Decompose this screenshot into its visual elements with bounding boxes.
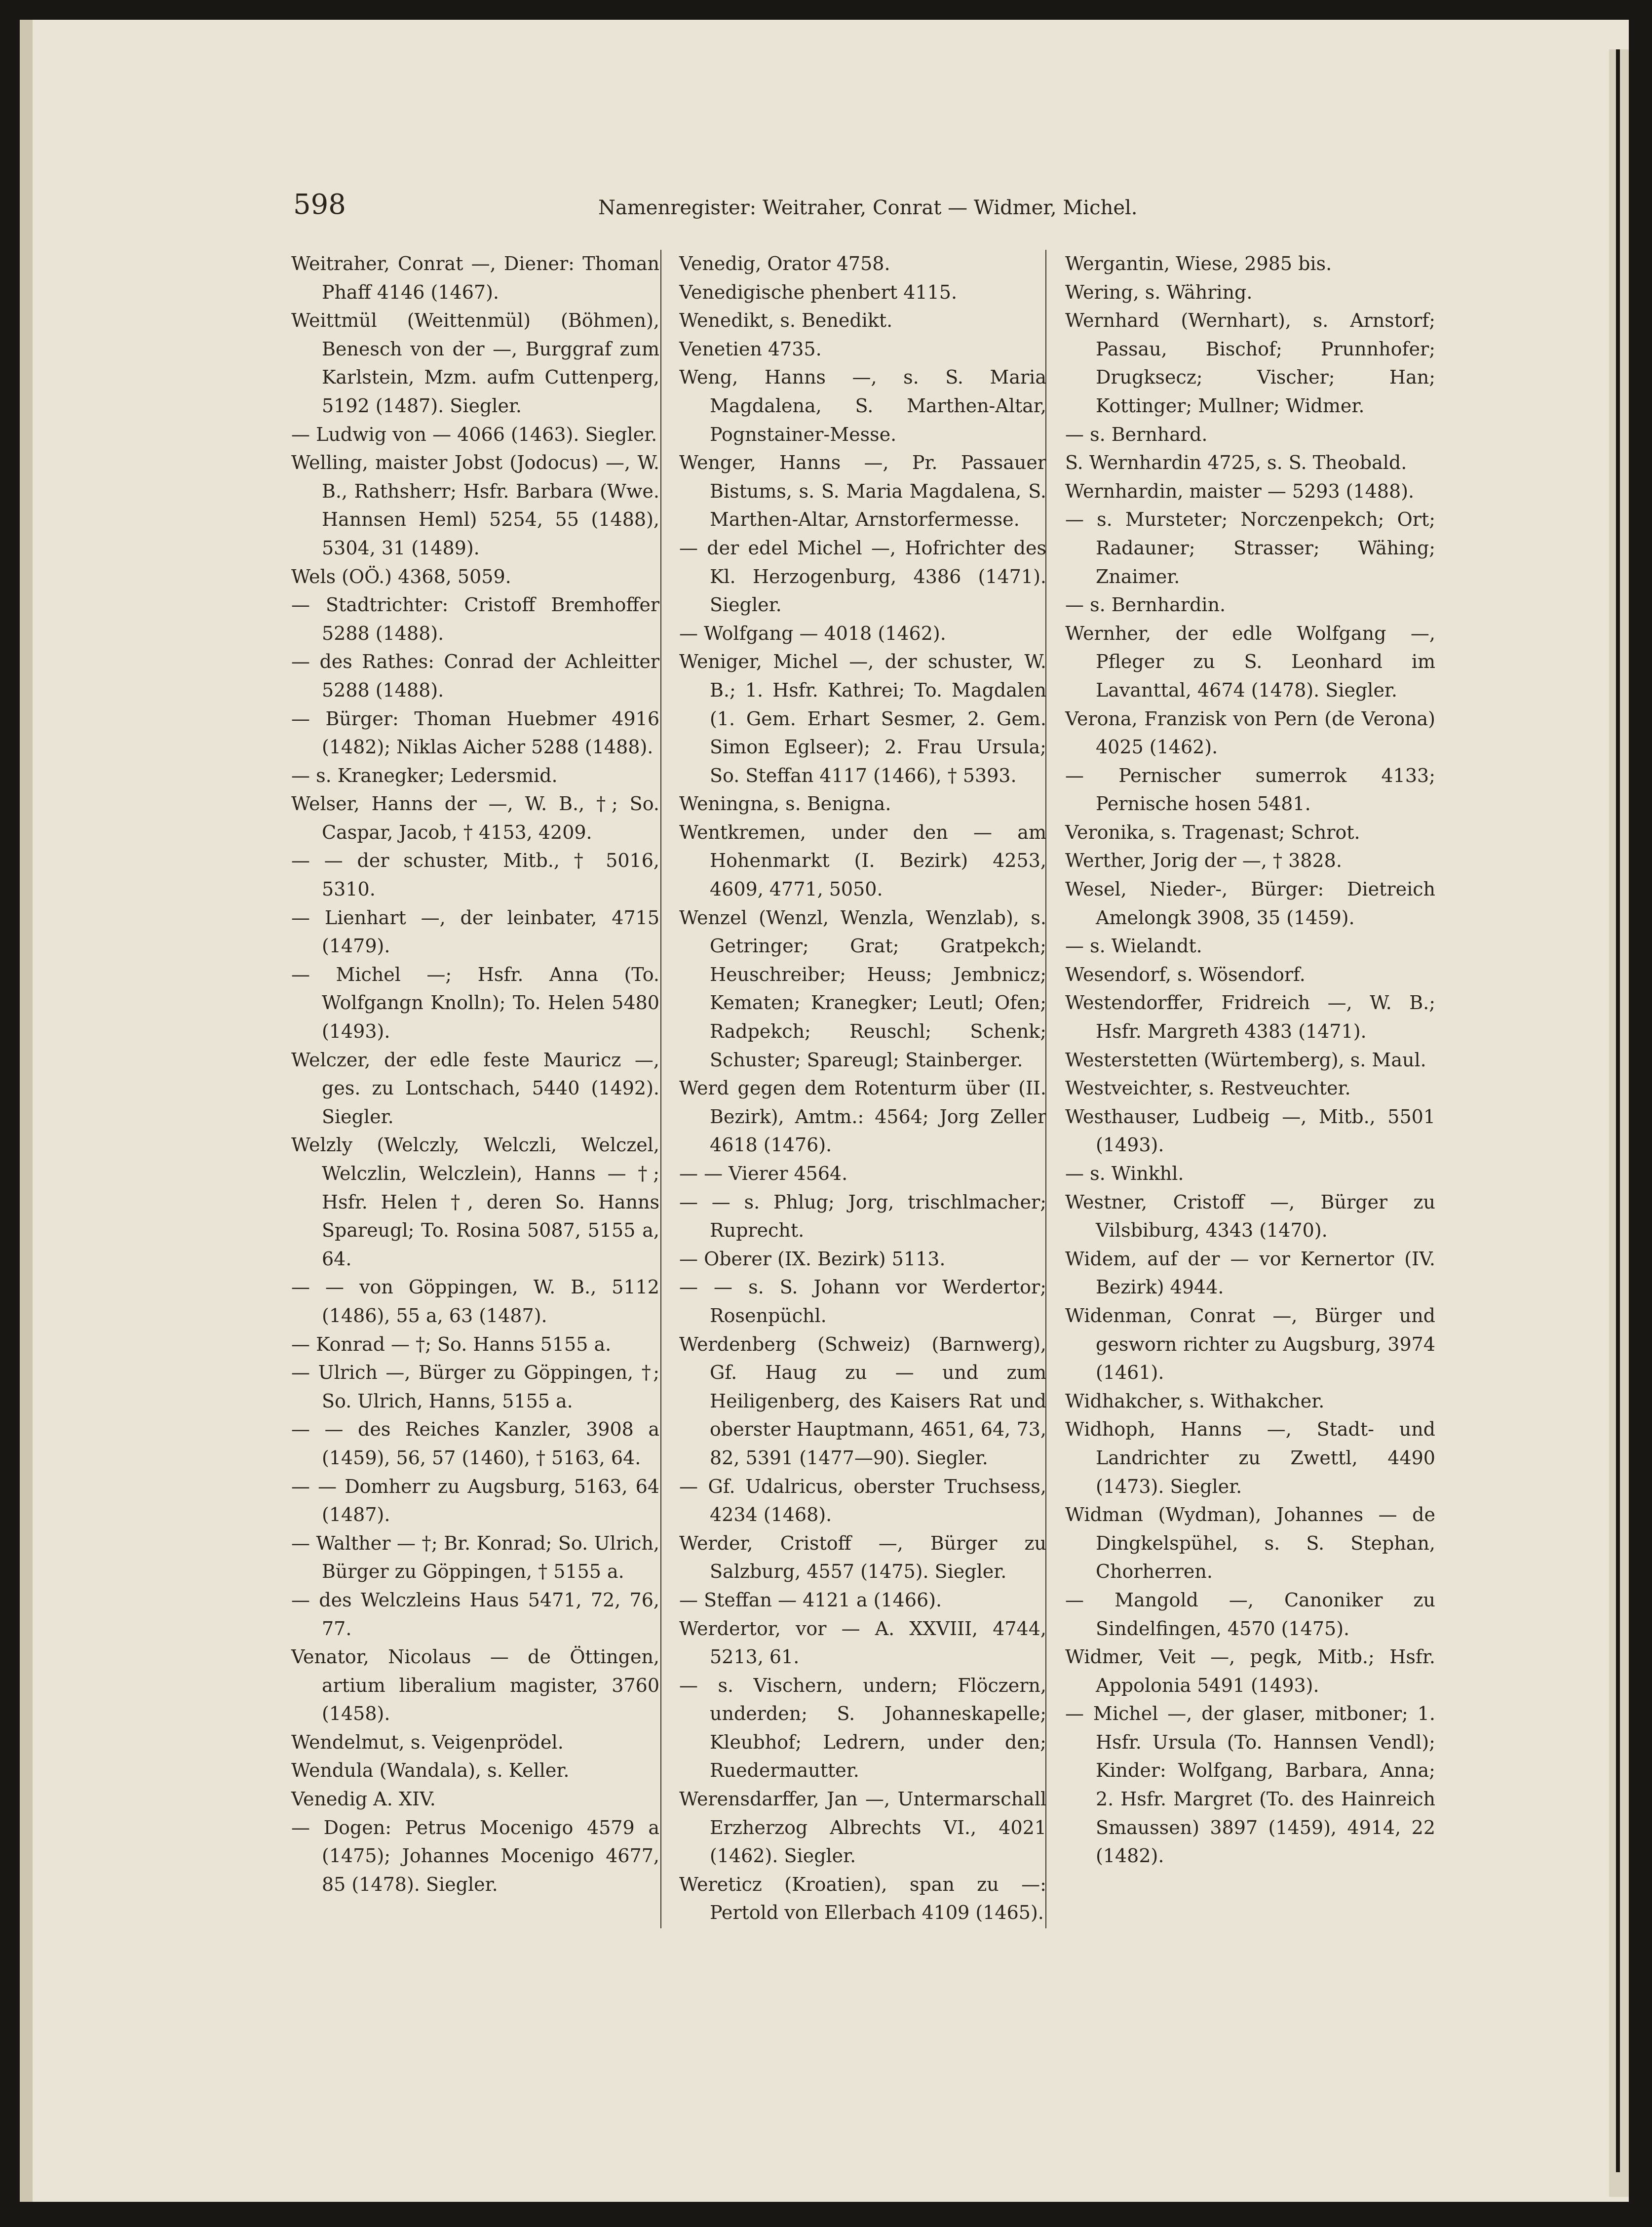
index-entry: Westner, Cristoff —, Bürger zu Vilsbiburg, 4343 (1470). — [1065, 1191, 1435, 1242]
index-entry: Wenger, Hanns —, Pr. Passauer Bistums, s. S. Maria Magdalena, S. Marthen-Altar, Arnstorfermesse. — [679, 452, 1046, 531]
index-entry: Weng, Hanns —, s. S. Maria Magdalena, S. Marthen-Altar, Pognstainer-Messe. — [679, 366, 1046, 445]
index-entry: — Walther — †; Br. Konrad; So. Ulrich, Bürger zu Göppingen, † 5155 a. — [291, 1532, 659, 1583]
index-entry: S. Wernhardin 4725, s. S. Theobald. — [1065, 452, 1407, 474]
index-entry: Weningna, s. Benigna. — [679, 793, 891, 815]
index-entry: — s. Winkhl. — [1065, 1163, 1184, 1184]
index-entry: Wernhardin, maister — 5293 (1488). — [1065, 480, 1415, 502]
index-entry: — — von Göppingen, W. B., 5112 (1486), 55 a, 63 (1487). — [291, 1276, 659, 1327]
index-entry: — Bürger: Thoman Huebmer 4916 (1482); Niklas Aicher 5288 (1488). — [291, 707, 659, 758]
index-entry: Wering, s. Währing. — [1065, 281, 1253, 303]
index-entry: Venedig A. XIV. — [291, 1788, 436, 1810]
index-entry: Werther, Jorig der —, † 3828. — [1065, 850, 1342, 872]
index-column-2 — [679, 250, 1046, 1927]
index-entry: — — der schuster, Mitb., † 5016, 5310. — [291, 850, 659, 900]
index-entry: Venator, Nicolaus — de Öttingen, artium liberalium magister, 3760 (1458). — [291, 1646, 659, 1725]
index-entry: — — Domherr zu Augsburg, 5163, 64 (1487). — [291, 1475, 659, 1526]
index-entry: Werdenberg (Schweiz) (Barnwerg), Gf. Haug zu — und zum Heiligenberg, des Kaisers Rat und oberster Hauptmann, 4651, 64, 73, 82, 5391 (1477—90). Siegler. — [679, 1333, 1046, 1469]
index-entry: — Mangold —, Canoniker zu Sindelfingen, 4570 (1475). — [1065, 1589, 1435, 1640]
index-column-1 — [291, 250, 659, 1899]
index-entry: — Lienhart —, der leinbater, 4715 (1479). — [291, 906, 659, 957]
index-entry: Wernhard (Wernhart), s. Arnstorf; Passau, Bischof; Prunnhofer; Drugksecz; Vischer; Han; Kottinger; Mullner; Widmer. — [1065, 310, 1435, 417]
index-entry: — Ulrich —, Bürger zu Göppingen, †; So. Ulrich, Hanns, 5155 a. — [291, 1362, 659, 1412]
index-entry: Werensdarffer, Jan —, Untermarschall Erzherzog Albrechts VI., 4021 (1462). Siegler. — [679, 1788, 1046, 1867]
index-entry: Widhoph, Hanns —, Stadt- und Landrichter zu Zwettl, 4490 (1473). Siegler. — [1065, 1418, 1435, 1497]
index-entry: Welzly (Welczly, Welczli, Welczel, Welczlin, Welczlein), Hanns — †; Hsfr. Helen †, deren So. Hanns Spareugl; To. Rosina 5087, 5155 a, 64. — [291, 1134, 659, 1270]
index-entry: Weitraher, Conrat —, Diener: Thoman Phaff 4146 (1467). — [291, 253, 659, 303]
index-entry: — Gf. Udalricus, oberster Truchsess, 4234 (1468). — [679, 1475, 1046, 1526]
index-entry: Werd gegen dem Rotenturm über (II. Bezirk), Amtm.: 4564; Jorg Zeller 4618 (1476). — [679, 1077, 1046, 1156]
index-entry: — s. Bernhard. — [1065, 423, 1208, 445]
index-entry: — des Rathes: Conrad der Achleitter 5288 (1488). — [291, 651, 659, 701]
index-entry: Welczer, der edle feste Mauricz —, ges. zu Lontschach, 5440 (1492). Siegler. — [291, 1049, 659, 1128]
index-entry: Widenman, Conrat —, Bürger und gesworn richter zu Augsburg, 3974 (1461). — [1065, 1304, 1435, 1384]
index-entry: — Michel —; Hsfr. Anna (To. Wolfgangn Knolln); To. Helen 5480 (1493). — [291, 963, 659, 1043]
black-margin-bar — [1616, 49, 1620, 2172]
running-title: Namenregister: Weitraher, Conrat — Widmer, Michel. — [598, 196, 1138, 219]
index-entry: Venedig, Orator 4758. — [679, 253, 890, 274]
index-entry: Werder, Cristoff —, Bürger zu Salzburg, 4557 (1475). Siegler. — [679, 1532, 1046, 1583]
index-entry: — — s. S. Johann vor Werdertor; Rosenpüchl. — [679, 1276, 1046, 1327]
index-entry: Wenzel (Wenzl, Wenzla, Wenzlab), s. Getringer; Grat; Gratpekch; Heuschreiber; Heuss; Jembnicz; Kematen; Kranegker; Leutl; Ofen; Radpekch; Reuschl; Schenk; Schuster; Spareugl; Stainberger. — [679, 906, 1046, 1071]
index-entry: — der edel Michel —, Hofrichter des Kl. Herzogenburg, 4386 (1471). Siegler. — [679, 537, 1046, 616]
index-entry: Verona, Franzisk von Pern (de Verona) 4025 (1462). — [1065, 707, 1435, 758]
index-entry: — Oberer (IX. Bezirk) 5113. — [679, 1248, 946, 1270]
index-entry: Widhakcher, s. Withakcher. — [1065, 1390, 1325, 1412]
index-entry: Wereticz (Kroatien), span zu —: Pertold von Ellerbach 4109 (1465). — [679, 1873, 1046, 1924]
index-entry: — — des Reiches Kanzler, 3908 a (1459), 56, 57 (1460), † 5163, 64. — [291, 1418, 659, 1469]
index-entry: Wels (OÖ.) 4368, 5059. — [291, 565, 511, 587]
index-column-3 — [1065, 250, 1435, 1871]
index-entry: Wesendorf, s. Wösendorf. — [1065, 963, 1306, 985]
index-entry: Wesel, Nieder-, Bürger: Dietreich Amelongk 3908, 35 (1459). — [1065, 878, 1435, 929]
index-entry: Widmer, Veit —, pegk, Mitb.; Hsfr. Appolonia 5491 (1493). — [1065, 1646, 1435, 1696]
index-entry: Westveichter, s. Restveuchter. — [1065, 1077, 1351, 1099]
index-entry: — Konrad — †; So. Hanns 5155 a. — [291, 1333, 612, 1355]
index-entry: Widem, auf der — vor Kernertor (IV. Bezirk) 4944. — [1065, 1248, 1435, 1298]
index-entry: — — s. Phlug; Jorg, trischlmacher; Ruprecht. — [679, 1191, 1046, 1242]
index-entry: Venetien 4735. — [679, 338, 822, 360]
index-entry: Welling, maister Jobst (Jodocus) —, W. B., Rathsherr; Hsfr. Barbara (Wwe. Hannsen Heml) 5254, 55 (1488), 5304, 31 (1489). — [291, 452, 659, 559]
page-number: 598 — [293, 189, 346, 221]
index-entry: — s. Wielandt. — [1065, 935, 1202, 957]
index-entry: Wendelmut, s. Veigenprödel. — [291, 1731, 564, 1753]
index-entry: — s. Bernhardin. — [1065, 594, 1226, 616]
index-entry: — Dogen: Petrus Mocenigo 4579 a (1475); Johannes Mocenigo 4677, 85 (1478). Siegler. — [291, 1816, 659, 1895]
index-entry: Weniger, Michel —, der schuster, W. B.; 1. Hsfr. Kathrei; To. Magdalen (1. Gem. Erhart Sesmer, 2. Gem. Simon Eglseer); 2. Frau Ursula; So. Steffan 4117 (1466), † 5393. — [679, 651, 1046, 786]
index-entry: Weittmül (Weittenmül) (Böhmen), Benesch von der —, Burggraf zum Karlstein, Mzm. aufm Cuttenperg, 5192 (1487). Siegler. — [291, 310, 659, 417]
index-entry: — s. Kranegker; Ledersmid. — [291, 764, 558, 786]
index-entry: — Stadtrichter: Cristoff Bremhoffer 5288 (1488). — [291, 594, 659, 644]
index-entry: Wernher, der edle Wolfgang —, Pfleger zu S. Leonhard im Lavanttal, 4674 (1478). Siegler. — [1065, 622, 1435, 701]
index-entry: — des Welczleins Haus 5471, 72, 76, 77. — [291, 1589, 659, 1640]
index-entry: Wendula (Wandala), s. Keller. — [291, 1759, 570, 1782]
index-entry: — Ludwig von — 4066 (1463). Siegler. — [291, 423, 657, 445]
index-entry: Wergantin, Wiese, 2985 bis. — [1065, 253, 1332, 274]
index-entry: Veronika, s. Tragenast; Schrot. — [1065, 821, 1360, 843]
index-entry: Welser, Hanns der —, W. B., †; So. Caspar, Jacob, † 4153, 4209. — [291, 793, 659, 843]
index-entry: — Michel —, der glaser, mitboner; 1. Hsfr. Ursula (To. Hannsen Vendl); Kinder: Wolfgang, Barbara, Anna; 2. Hsfr. Margret (To. des Hainreich Smaussen) 3897 (1459), 4914, 22 (1482). — [1065, 1703, 1435, 1867]
index-entry: Westendorffer, Fridreich —, W. B.; Hsfr. Margreth 4383 (1471). — [1065, 992, 1435, 1043]
index-entry: Widman (Wydman), Johannes — de Dingkelspühel, s. S. Stephan, Chorherren. — [1065, 1504, 1435, 1583]
index-entry: — — Vierer 4564. — [679, 1163, 848, 1184]
index-entry: — Pernischer sumerrok 4133; Pernische hosen 5481. — [1065, 764, 1435, 815]
index-entry: Venedigische phenbert 4115. — [679, 281, 958, 303]
index-entry: Westerstetten (Würtemberg), s. Maul. — [1065, 1049, 1426, 1071]
index-entry: — s. Mursteter; Norczenpekch; Ort; Radauner; Strasser; Wähing; Znaimer. — [1065, 508, 1435, 587]
index-entry: — Wolfgang — 4018 (1462). — [679, 622, 946, 644]
index-entry: Werdertor, vor — A. XXVIII, 4744, 5213, 61. — [679, 1617, 1046, 1668]
index-entry: Wenedikt, s. Benedikt. — [679, 310, 893, 332]
column-divider — [660, 250, 661, 1928]
index-entry: Westhauser, Ludbeig —, Mitb., 5501 (1493). — [1065, 1105, 1435, 1156]
index-entry: — s. Vischern, undern; Flöczern, underden; S. Johanneskapelle; Kleubhof; Ledrern, under den; Ruedermautter. — [679, 1674, 1046, 1782]
index-entry: Wentkremen, under den — am Hohenmarkt (I. Bezirk) 4253, 4609, 4771, 5050. — [679, 821, 1046, 900]
index-entry: — Steffan — 4121 a (1466). — [679, 1589, 942, 1611]
